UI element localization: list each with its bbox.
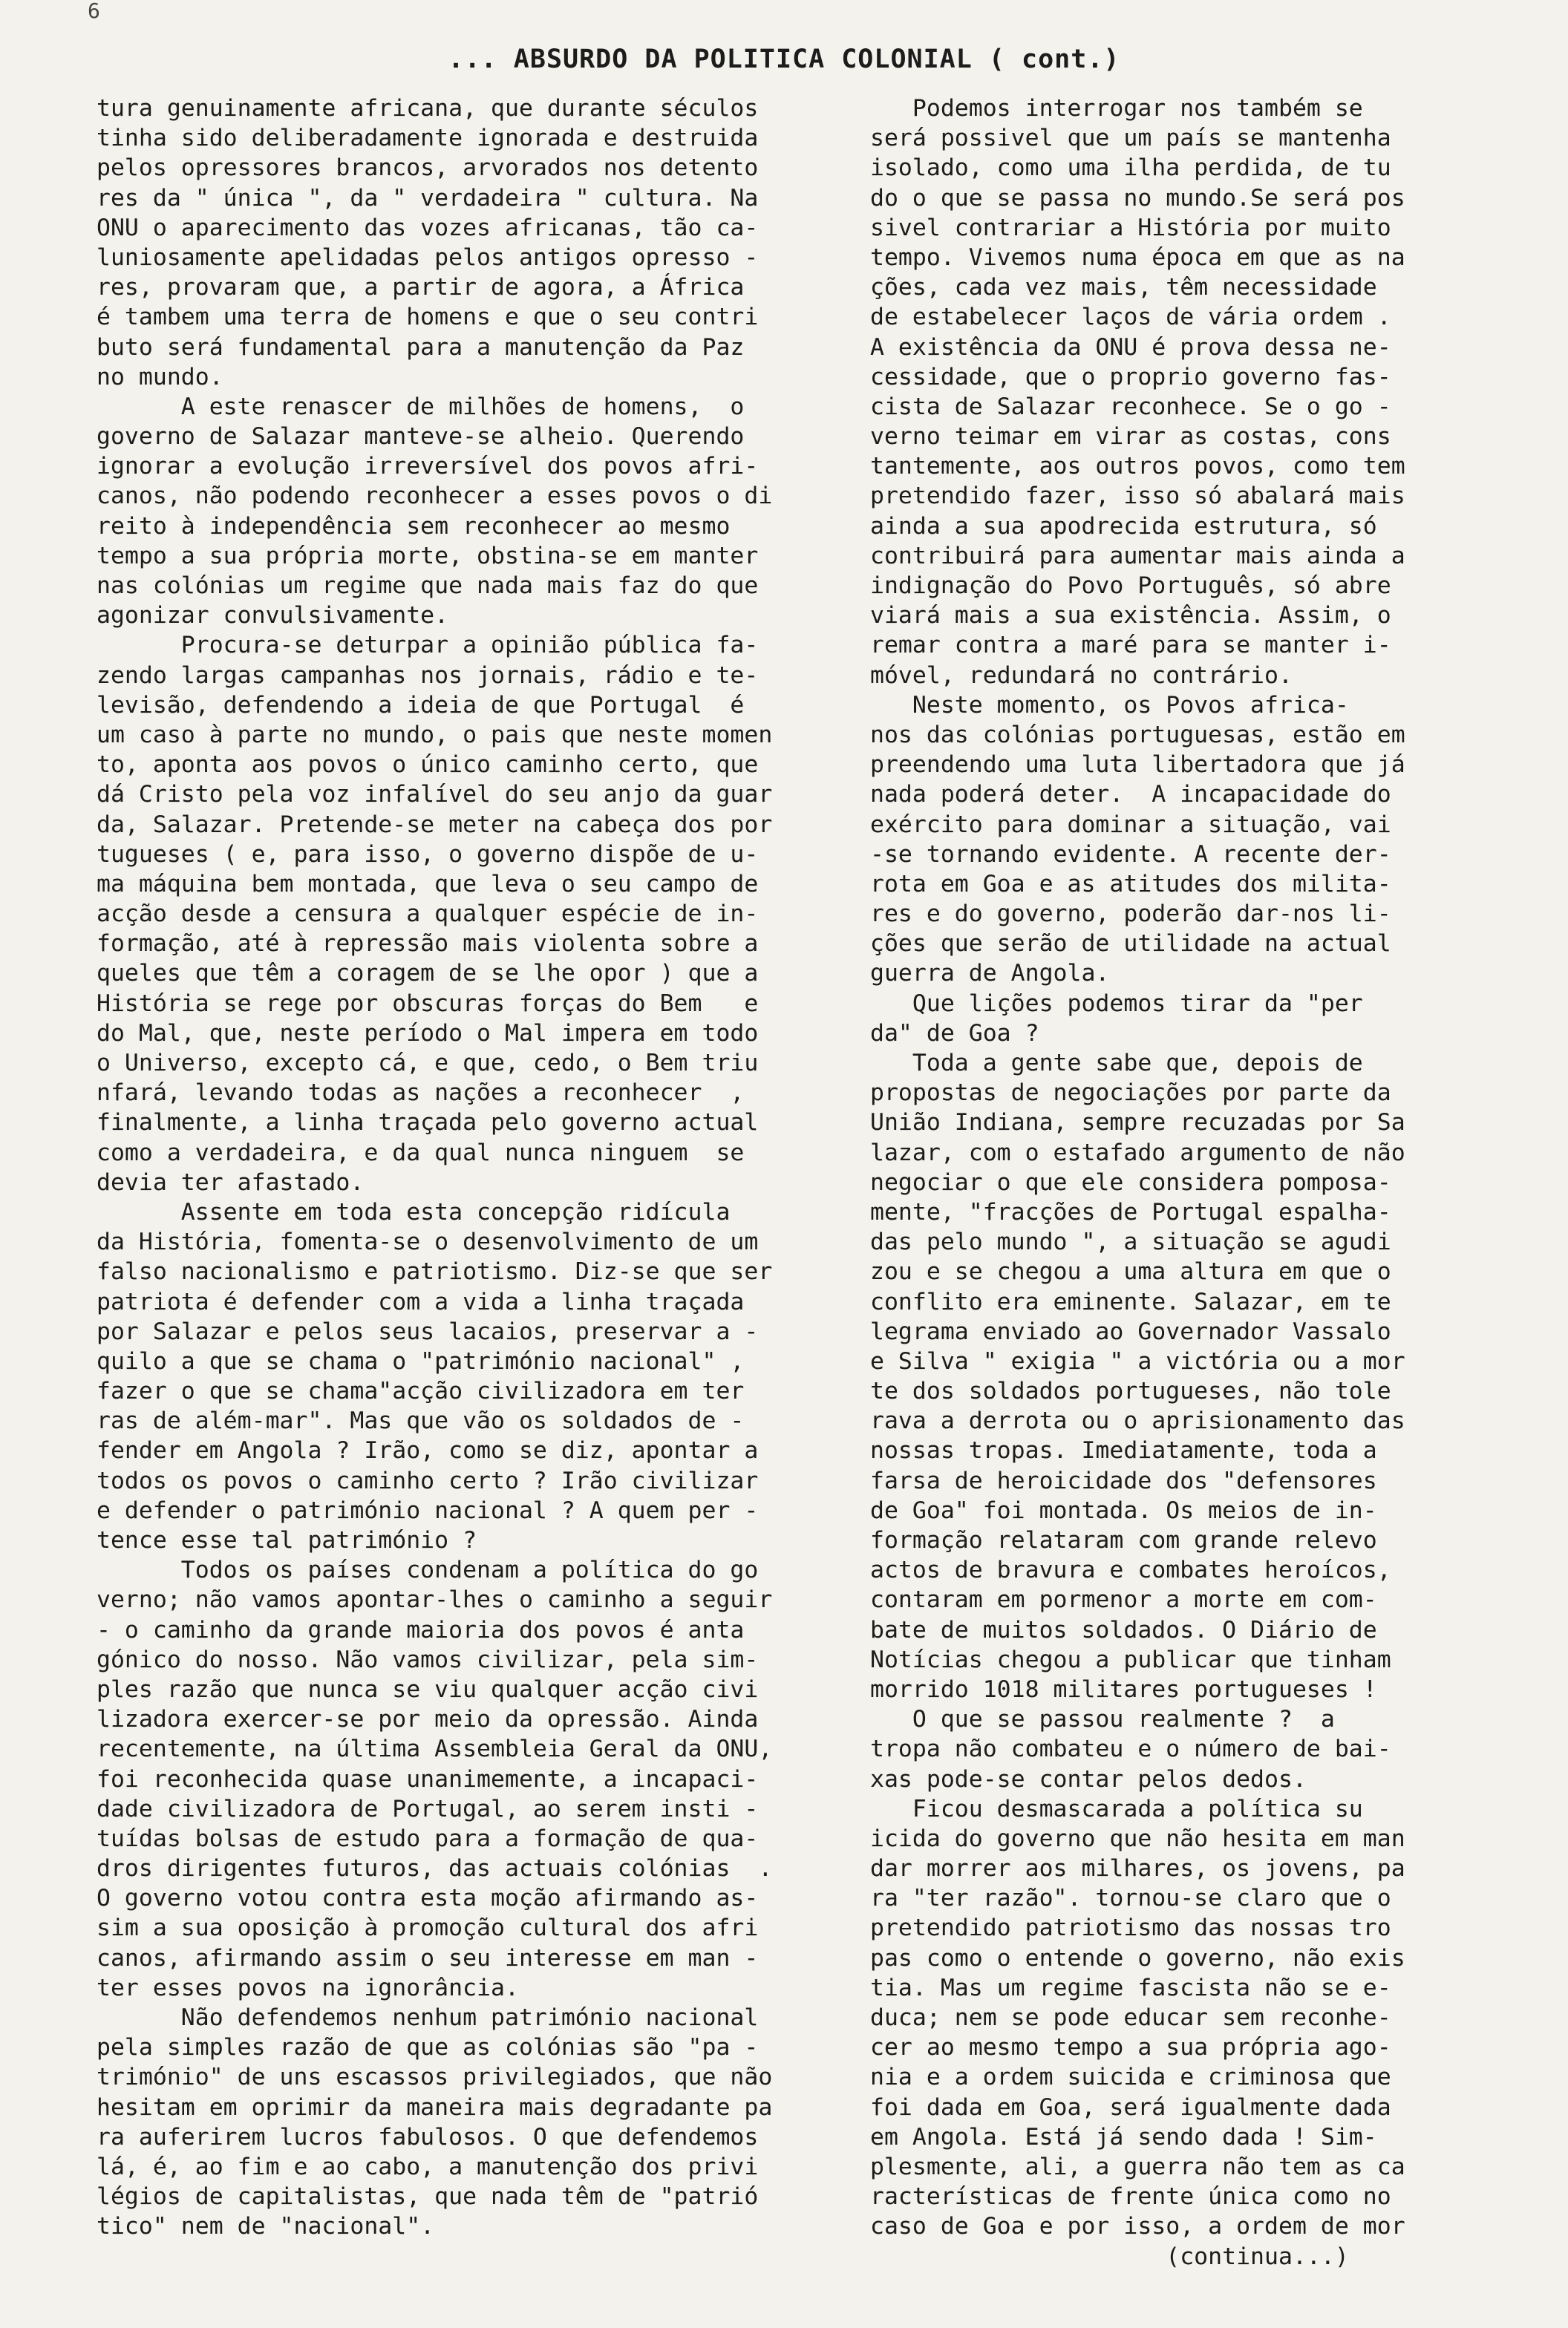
text-line: da" de Goa ? <box>870 1019 1039 1047</box>
text-line: tence esse tal património ? <box>97 1527 477 1554</box>
text-line: tia. Mas um regime fascista não se e- <box>870 1974 1391 2001</box>
text-line: mente, "fracções de Portugal espalha- <box>870 1198 1391 1226</box>
text-line: do o que se passa no mundo.Se será pos <box>870 184 1405 212</box>
text-line: negociar o que ele considera pomposa- <box>870 1168 1391 1196</box>
text-line: Assente em toda esta concepção ridícula <box>97 1198 731 1226</box>
text-line: tura genuinamente africana, que durante séculos <box>97 95 759 122</box>
text-line: pretendido patriotismo das nossas tro <box>870 1915 1391 1942</box>
text-line: tropa não combateu e o número de bai- <box>870 1736 1391 1763</box>
text-line: da História, fomenta-se o desenvolvimento de um <box>97 1229 759 1256</box>
text-line: devia ter afastado. <box>97 1168 365 1196</box>
text-line: res, provaram que, a partir de agora, a África <box>97 274 745 301</box>
text-line: guerra de Angola. <box>870 960 1110 987</box>
text-line: contaram em pormenor a morte em com- <box>870 1586 1377 1614</box>
text-line: levisão, defendendo a ideia de que Portugal é <box>97 691 745 719</box>
text-line: formação relataram com grande relevo <box>870 1527 1377 1554</box>
text-line: gónico do nosso. Não vamos civilizar, pela sim- <box>97 1646 759 1673</box>
text-line: A este renascer de milhões de homens, o <box>97 393 745 420</box>
text-line: foi dada em Goa, será igualmente dada <box>870 2093 1391 2121</box>
text-line: foi reconhecida quase unanimemente, a incapaci- <box>97 1765 759 1793</box>
text-line: queles que têm a coragem de se lhe opor ) que a <box>97 960 759 987</box>
text-line: tempo a sua própria morte, obstina-se em manter <box>97 542 759 569</box>
text-line: to, aponta aos povos o único caminho certo, que <box>97 751 759 779</box>
text-line: isolado, como uma ilha perdida, de tu <box>870 154 1391 182</box>
text-line: -se tornando evidente. A recente der- <box>870 840 1391 868</box>
text-line: o Universo, excepto cá, e que, cedo, o Bem triu <box>97 1050 759 1076</box>
text-line: Todos os países condenam a política do go <box>97 1557 759 1584</box>
text-line: Que lições podemos tirar da "per <box>870 990 1363 1017</box>
text-line: légios de capitalistas, que nada têm de "patrió <box>97 2183 759 2211</box>
text-line: ONU o aparecimento das vozes africanas, tão ca- <box>97 214 759 241</box>
text-line: icida do governo que não hesita em man <box>870 1825 1405 1852</box>
text-line: lazar, com o estafado argumento de não <box>870 1139 1405 1166</box>
text-line: lá, é, ao fim e ao cabo, a manutenção dos privi <box>97 2153 759 2180</box>
text-line: ainda a sua apodrecida estrutura, só <box>870 512 1377 540</box>
text-line: pas como o entende o governo, não exis <box>870 1944 1405 1972</box>
text-line: de estabelecer laços de vária ordem . <box>870 304 1391 331</box>
text-line: - o caminho da grande maioria dos povos é anta <box>97 1616 745 1644</box>
text-line: reito à independência sem reconhecer ao mesmo <box>97 512 731 540</box>
text-line: União Indiana, sempre recuzadas por Sa <box>870 1109 1405 1137</box>
text-line: no mundo. <box>97 363 223 390</box>
text-line: tempo. Vivemos numa época em que as na <box>870 243 1405 271</box>
text-line: ter esses povos na ignorância. <box>97 1974 519 2001</box>
text-line: O governo votou contra esta moção afirmando as- <box>97 1885 759 1912</box>
text-line: sivel contrariar a História por muito <box>870 214 1391 241</box>
text-line: Procura-se deturpar a opinião pública fa- <box>97 632 759 659</box>
text-line: quilo a que se chama o "património nacional" , <box>97 1347 745 1375</box>
text-line: todos os povos o caminho certo ? Irão civilizar <box>97 1467 759 1494</box>
text-line: propostas de negociações por parte da <box>870 1079 1391 1107</box>
text-line: pela simples razão de que as colónias são "pa - <box>97 2034 759 2061</box>
text-line: e defender o património nacional ? A quem per - <box>97 1497 759 1524</box>
text-line: exército para dominar a situação, vai <box>870 811 1391 838</box>
text-line: um caso à parte no mundo, o pais que neste momen <box>97 721 773 748</box>
text-line: preendendo uma luta libertadora que já <box>870 751 1405 779</box>
text-line: rota em Goa e as atitudes dos milita- <box>870 870 1391 897</box>
text-line: (continua...) <box>870 2243 1349 2270</box>
text-line: ples razão que nunca se viu qualquer acção civi <box>97 1675 759 1703</box>
text-line: buto será fundamental para a manutenção da Paz <box>97 333 745 361</box>
text-line: da, Salazar. Pretende-se meter na cabeça dos por <box>97 811 773 838</box>
text-line: O que se passou realmente ? a <box>870 1706 1335 1733</box>
text-line: luniosamente apelidadas pelos antigos opresso - <box>97 243 759 271</box>
text-line: ções, cada vez mais, têm necessidade <box>870 274 1377 301</box>
text-line: Toda a gente sabe que, depois de <box>870 1050 1363 1076</box>
text-line: dar morrer aos milhares, os jovens, pa <box>870 1855 1405 1883</box>
text-line: Podemos interrogar nos também se <box>870 95 1363 122</box>
right-column <box>870 94 1486 2272</box>
text-line: formação, até à repressão mais violenta sobre a <box>97 930 759 958</box>
text-line: finalmente, a linha traçada pelo governo actual <box>97 1109 759 1137</box>
text-line: Ficou desmascarada a política su <box>870 1795 1363 1822</box>
text-line: ra auferirem lucros fabulosos. O que defendemos <box>97 2123 759 2151</box>
text-line: pretendido fazer, isso só abalará mais <box>870 483 1405 510</box>
text-line: zendo largas campanhas nos jornais, rádio e te- <box>97 661 759 689</box>
text-line: conflito era eminente. Salazar, em te <box>870 1288 1391 1315</box>
text-line: hesitam em oprimir da maneira mais degradante pa <box>97 2093 773 2121</box>
text-line: nia e a ordem suicida e criminosa que <box>870 2064 1391 2091</box>
text-line: falso nacionalismo e patriotismo. Diz-se que ser <box>97 1258 773 1286</box>
text-line: Notícias chegou a publicar que tinham <box>870 1646 1391 1673</box>
text-line: sim a sua oposição à promoção cultural dos afri <box>97 1915 759 1942</box>
text-line: verno teimar em virar as costas, cons <box>870 423 1391 451</box>
text-line: como a verdadeira, e da qual nunca ninguem se <box>97 1139 745 1166</box>
text-line: fender em Angola ? Irão, como se diz, apontar a <box>97 1437 759 1465</box>
text-line: em Angola. Está já sendo dada ! Sim- <box>870 2123 1377 2151</box>
text-line: tico" nem de "nacional". <box>97 2213 435 2240</box>
text-line: recentemente, na última Assembleia Geral da ONU, <box>97 1736 773 1763</box>
text-line: tuídas bolsas de estudo para a formação de qua- <box>97 1825 759 1852</box>
text-line: verno; não vamos apontar-lhes o caminho a seguir <box>97 1586 773 1614</box>
left-column <box>97 94 858 2242</box>
text-line: viará mais a sua existência. Assim, o <box>870 602 1391 630</box>
text-line: te dos soldados portugueses, não tole <box>870 1378 1391 1405</box>
text-line: cer ao mesmo tempo a sua própria ago- <box>870 2034 1391 2061</box>
text-line: das pelo mundo ", a situação se agudi <box>870 1229 1391 1256</box>
text-line: ma máquina bem montada, que leva o seu campo de <box>97 870 759 897</box>
text-line: tantemente, aos outros povos, como tem <box>870 453 1405 480</box>
text-line: governo de Salazar manteve-se alheio. Querendo <box>97 423 745 451</box>
text-line: dá Cristo pela voz infalível do seu anjo da guar <box>97 781 773 808</box>
text-line: ras de além-mar". Mas que vão os soldados de - <box>97 1407 745 1435</box>
text-line: legrama enviado ao Governador Vassalo <box>870 1318 1391 1345</box>
text-line: dade civilizadora de Portugal, ao serem insti - <box>97 1795 759 1822</box>
text-line: indignação do Povo Português, só abre <box>870 572 1391 599</box>
text-line: zou e se chegou a uma altura em que o <box>870 1258 1391 1286</box>
text-line: nas colónias um regime que nada mais faz do que <box>97 572 759 599</box>
text-line: tinha sido deliberadamente ignorada e destruida <box>97 125 759 152</box>
text-line: do Mal, que, neste período o Mal impera em todo <box>97 1019 759 1047</box>
text-line: dros dirigentes futuros, das actuais colónias . <box>97 1855 773 1883</box>
text-line: patriota é defender com a vida a linha traçada <box>97 1288 745 1315</box>
text-line: ções que serão de utilidade na actual <box>870 930 1391 958</box>
text-line: nada poderá deter. A incapacidade do <box>870 781 1391 808</box>
text-line: actos de bravura e combates heroícos, <box>870 1557 1391 1584</box>
running-head: ... ABSURDO DA POLITICA COLONIAL ( cont.) <box>448 45 1120 74</box>
text-line: cessidade, que o proprio governo fas- <box>870 363 1391 390</box>
text-line: res e do governo, poderão dar-nos li- <box>870 900 1391 928</box>
text-line: móvel, redundará no contrário. <box>870 661 1293 689</box>
text-line: cista de Salazar reconhece. Se o go - <box>870 393 1391 420</box>
text-line: caso de Goa e por isso, a ordem de mor <box>870 2213 1405 2240</box>
text-line: nossas tropas. Imediatamente, toda a <box>870 1437 1377 1465</box>
text-line: Neste momento, os Povos africa- <box>870 691 1349 719</box>
text-line: ra "ter razão". tornou-se claro que o <box>870 1885 1391 1912</box>
text-line: por Salazar e pelos seus lacaios, preservar a - <box>97 1318 759 1345</box>
text-line: res da " única ", da " verdadeira " cultura. Na <box>97 184 759 212</box>
text-line: nos das colónias portuguesas, estão em <box>870 721 1405 748</box>
text-line: tugueses ( e, para isso, o governo dispõe de u- <box>97 840 759 868</box>
text-line: plesmente, ali, a guerra não tem as ca <box>870 2153 1405 2180</box>
text-line: de Goa" foi montada. Os meios de in- <box>870 1497 1377 1524</box>
text-line: contribuirá para aumentar mais ainda a <box>870 542 1405 569</box>
text-line: remar contra a maré para se manter i- <box>870 632 1391 659</box>
text-line: ignorar a evolução irreversível dos povos afri- <box>97 453 759 480</box>
text-line: agonizar convulsivamente. <box>97 602 449 630</box>
text-line: xas pode-se contar pelos dedos. <box>870 1765 1307 1793</box>
text-line: e Silva " exigia " a victória ou a mor <box>870 1347 1405 1375</box>
text-line: duca; nem se pode educar sem reconhe- <box>870 2004 1391 2031</box>
page-number: 6 <box>88 0 100 23</box>
text-line: nfará, levando todas as nações a reconhecer , <box>97 1079 745 1107</box>
text-line: fazer o que se chama"acção civilizadora em ter <box>97 1378 745 1405</box>
text-line: será possivel que um país se mantenha <box>870 125 1391 152</box>
text-line: lizadora exercer-se por meio da opressão. Ainda <box>97 1706 759 1733</box>
text-line: farsa de heroicidade dos "defensores <box>870 1467 1377 1494</box>
text-line: História se rege por obscuras forças do Bem e <box>97 990 759 1017</box>
text-line: rava a derrota ou o aprisionamento das <box>870 1407 1405 1435</box>
text-line: trimónio" de uns escassos privilegiados, que não <box>97 2064 773 2091</box>
text-line: é tambem uma terra de homens e que o seu contri <box>97 304 759 331</box>
text-line: canos, afirmando assim o seu interesse em man - <box>97 1944 759 1972</box>
text-line: pelos opressores brancos, arvorados nos detento <box>97 154 759 182</box>
text-line: acção desde a censura a qualquer espécie de in- <box>97 900 759 928</box>
text-line: canos, não podendo reconhecer a esses povos o di <box>97 483 773 510</box>
text-line: bate de muitos soldados. O Diário de <box>870 1616 1377 1644</box>
text-line: A existência da ONU é prova dessa ne- <box>870 333 1391 361</box>
text-line: morrido 1018 militares portugueses ! <box>870 1675 1377 1703</box>
text-line: racterísticas de frente única como no <box>870 2183 1391 2211</box>
text-line: Não defendemos nenhum património nacional <box>97 2004 759 2031</box>
